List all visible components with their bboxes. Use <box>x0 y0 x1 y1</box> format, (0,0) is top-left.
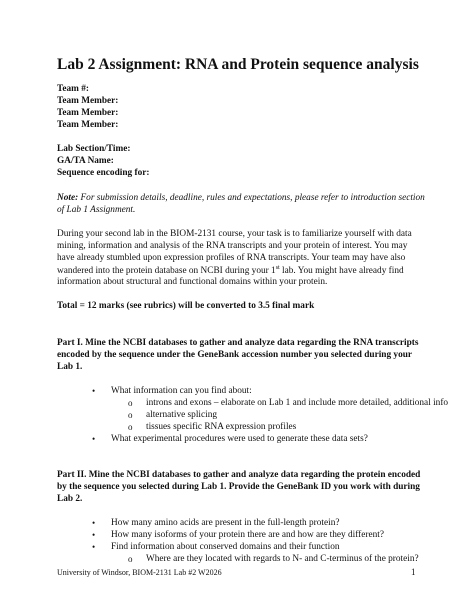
intro-text: lab. You might have already find <box>279 266 404 277</box>
intro-line <box>57 265 404 276</box>
part2-bullet: How many amino acids are present in the full-length protein? <box>111 518 340 528</box>
part2-heading-line: Part II. Mine the NCBI databases to gather and analyze data regarding the protein encoded <box>57 470 421 480</box>
part1-sub-bullet: tissues specific RNA expression profiles <box>146 422 297 432</box>
intro-text: wandered into the protein database on NCBI during your 1 <box>57 266 276 277</box>
part1-sub-bullet: introns and exons – elaborate on Lab 1 and include more detailed, additional info <box>146 398 449 408</box>
part1-bullet: What experimental procedures were used to generate these data sets? <box>111 434 368 444</box>
part2-heading-line: Lab 2. <box>57 494 83 504</box>
total-marks: Total = 12 marks (see rubrics) will be converted to 3.5 final mark <box>57 301 315 311</box>
bullet-icon: • <box>92 386 96 396</box>
part2-bullet: Find information about conserved domains and their function <box>111 542 340 552</box>
intro-line: mining, information and analysis of the RNA transcripts and your protein of interest. You may <box>57 241 408 251</box>
part2-sub-bullet: Where are they located with regards to N- and C-terminus of the protein? <box>146 554 419 564</box>
sub-bullet-icon: o <box>128 422 133 432</box>
part1-sub-bullet: alternative splicing <box>146 410 217 420</box>
team-member-label: Team Member: <box>57 120 119 130</box>
intro-line: information about structural and functional domains within your protein. <box>57 277 328 287</box>
ta-name-label: GA/TA Name: <box>57 156 114 166</box>
lab-section-label: Lab Section/Time: <box>57 144 131 154</box>
part1-bullet: What information can you find about: <box>111 386 252 396</box>
team-number-label: Team #: <box>57 84 89 94</box>
note-text: For submission details, deadline, rules and expectations, please refer to introduction section <box>80 193 425 203</box>
note-line-1 <box>57 193 425 203</box>
footer-text: University of Windsor, BIOM-2131 Lab #2 W2026 <box>57 568 222 577</box>
intro-line: During your second lab in the BIOM-2131 course, your task is to familiarize yourself with data <box>57 229 412 239</box>
part1-heading-line: encoded by the sequence under the GeneBank accession number you selected during your <box>57 350 413 360</box>
bullet-icon: • <box>92 530 96 540</box>
note-label: Note: <box>57 193 79 203</box>
bullet-icon: • <box>92 434 96 444</box>
sub-bullet-icon: o <box>128 398 133 408</box>
team-member-label: Team Member: <box>57 108 119 118</box>
part2-bullet: How many isoforms of your protein there are and how are they different? <box>111 530 384 540</box>
intro-line: have already stumbled upon expression profiles of RNA transcripts. Your team may have also <box>57 253 406 263</box>
sequence-encoding-label: Sequence encoding for: <box>57 168 150 178</box>
sub-bullet-icon: o <box>128 554 133 564</box>
note-line-2: of Lab 1 Assignment. <box>57 205 136 215</box>
page-number: 1 <box>411 567 416 577</box>
part1-heading-line: Part I. Mine the NCBI databases to gather and analyze data regarding the RNA transcripts <box>57 338 419 348</box>
bullet-icon: • <box>92 518 96 528</box>
superscript: st <box>275 265 280 271</box>
page-title: Lab 2 Assignment: RNA and Protein sequence analysis <box>57 56 419 73</box>
part1-heading-line: Lab 1. <box>57 362 83 372</box>
bullet-icon: • <box>92 542 96 552</box>
team-member-label: Team Member: <box>57 96 119 106</box>
part2-heading-line: by the sequence you selected during Lab 1. Provide the GeneBank ID you work with during <box>57 482 420 492</box>
sub-bullet-icon: o <box>128 410 133 420</box>
